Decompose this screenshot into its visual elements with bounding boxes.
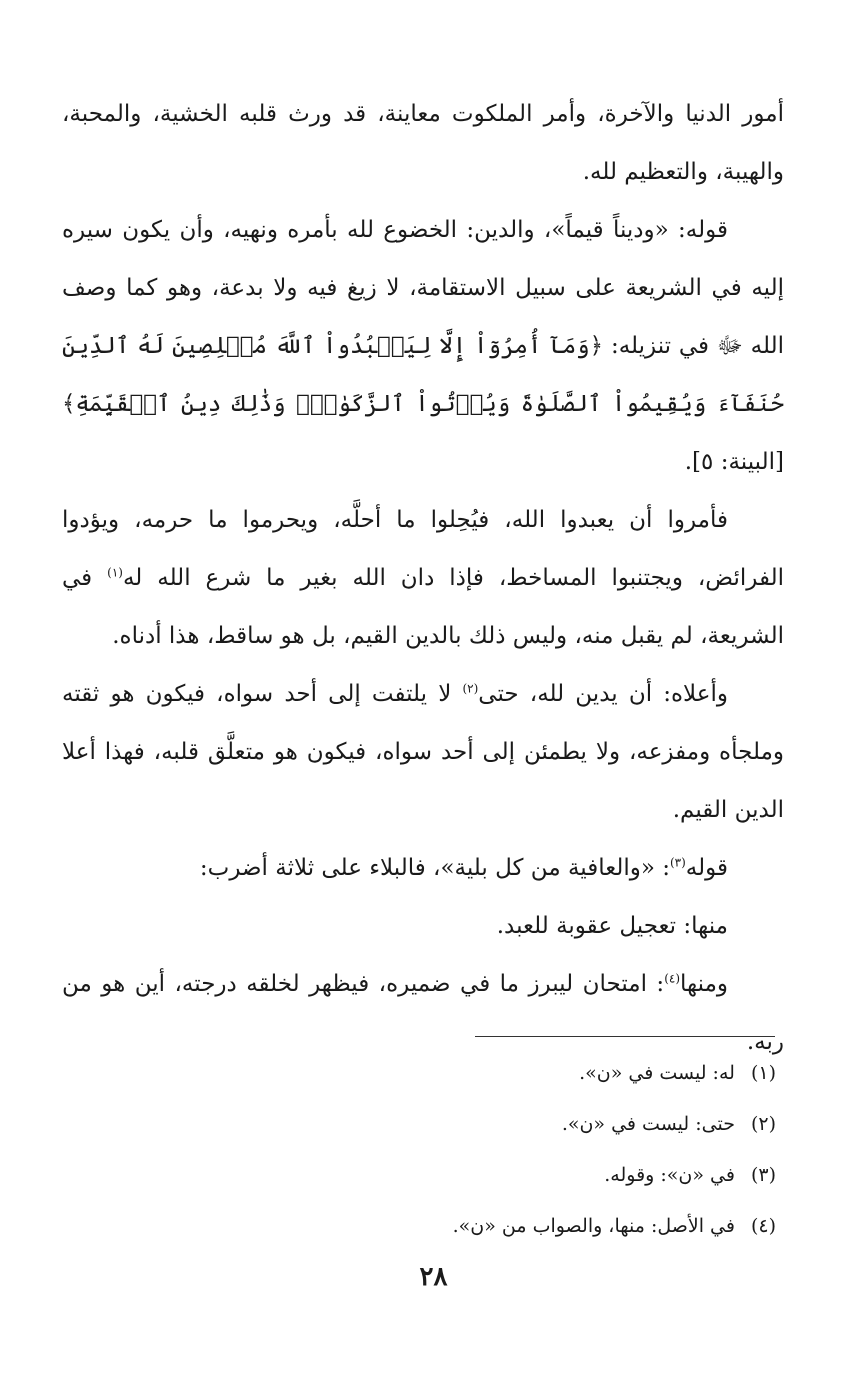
- paragraph-2-intro: قوله: «وديناً قيماً»، والدين: الخضوع لله بأمره ونهيه، وأن يكون سيره إليه في الشريعة على سبيل الاستقامة، لا زيغ فيه ولا بدعة، وهو كما وصف الله ﷻ في تنزيله:: [62, 217, 784, 359]
- footnote-marker-1: (١): [107, 565, 123, 580]
- footnote-1: [62, 1048, 784, 1099]
- paragraph-5-text-b: : «والعافية من كل بلية»، فالبلاء على ثلاثة أضرب:: [199, 855, 670, 881]
- footnote-text: في «ن»: وقوله.: [604, 1164, 735, 1186]
- paragraph-7-text-b: : امتحان ليبرز ما في ضميره، فيظهر لخلقه درجته، أين هو من ربه.: [62, 971, 784, 1055]
- footnote-number: (٤): [750, 1215, 776, 1237]
- quran-reference: [البينة: ٥].: [684, 449, 784, 475]
- footnote-number: (٢): [750, 1113, 776, 1135]
- footnote-number: (٣): [750, 1164, 776, 1186]
- paragraph-3: [62, 491, 784, 665]
- footnote-separator: [475, 1036, 775, 1037]
- footnote-marker-2: (٢): [462, 681, 479, 696]
- paragraph-2: [62, 201, 784, 491]
- paragraph-6: منها: تعجيل عقوبة للعبد.: [496, 913, 728, 939]
- quran-verse: ﴿وَمَآ أُمِرُوٓاْ إِلَّا لِيَعۡبُدُواْ ٱللَّهَ مُخۡلِصِينَ لَهُ ٱلدِّينَ حُنَفَآءَ وَيُقِيمُواْ ٱلصَّلَوٰةَ وَيُؤۡتُواْ ٱلزَّكَوٰةَۚ وَذَٰلِكَ دِينُ ٱلۡقَيِّمَةِ﴾: [62, 333, 784, 417]
- paragraph-3-text-b: في الشريعة، لم يقبل منه، وليس ذلك بالدين القيم، بل هو ساقط، هذا أدناه.: [62, 565, 784, 649]
- paragraph-7-text-a: ومنها: [680, 971, 728, 997]
- footnote-4: [62, 1201, 784, 1252]
- footnote-marker-4: (٤): [664, 971, 681, 986]
- footnote-marker-3: (٣): [669, 855, 686, 870]
- paragraph-4-text-b: لا يلتفت إلى أحد سواه، فيكون هو ثقته وملجأه ومفزعه، ولا يطمئن إلى أحد سواه، فيكون هو متعلَّق قلبه، فهذا أعلا الدين القيم.: [62, 681, 784, 823]
- footnote-2: [62, 1099, 784, 1150]
- main-text: [62, 85, 784, 1071]
- paragraph-3-text-a: فأمروا أن يعبدوا الله، فيُحِلوا ما أحلَّه، ويحرموا ما حرمه، ويؤدوا الفرائض، ويجتنبوا المساخط، فإذا دان الله بغير ما شرع الله له: [62, 507, 784, 591]
- paragraph-5: [62, 839, 784, 897]
- footnote-3: [62, 1150, 784, 1201]
- footnote-text: في الأصل: منها، والصواب من «ن».: [452, 1215, 735, 1237]
- paragraph-4: [62, 665, 784, 839]
- footnotes: [62, 1048, 784, 1252]
- page-number: ٢٨: [419, 1262, 448, 1292]
- paragraph-5-text-a: قوله: [685, 855, 728, 881]
- paragraph-4-text-a: وأعلاه: أن يدين لله، حتى: [478, 681, 728, 707]
- paragraph-1: أمور الدنيا والآخرة، وأمر الملكوت معاينة، قد ورث قلبه الخشية، والمحبة، والهيبة، والتعظيم لله.: [62, 101, 784, 185]
- footnote-text: حتى: ليست في «ن».: [561, 1113, 735, 1135]
- footnote-number: (١): [750, 1062, 776, 1084]
- footnote-text: له: ليست في «ن».: [579, 1062, 735, 1084]
